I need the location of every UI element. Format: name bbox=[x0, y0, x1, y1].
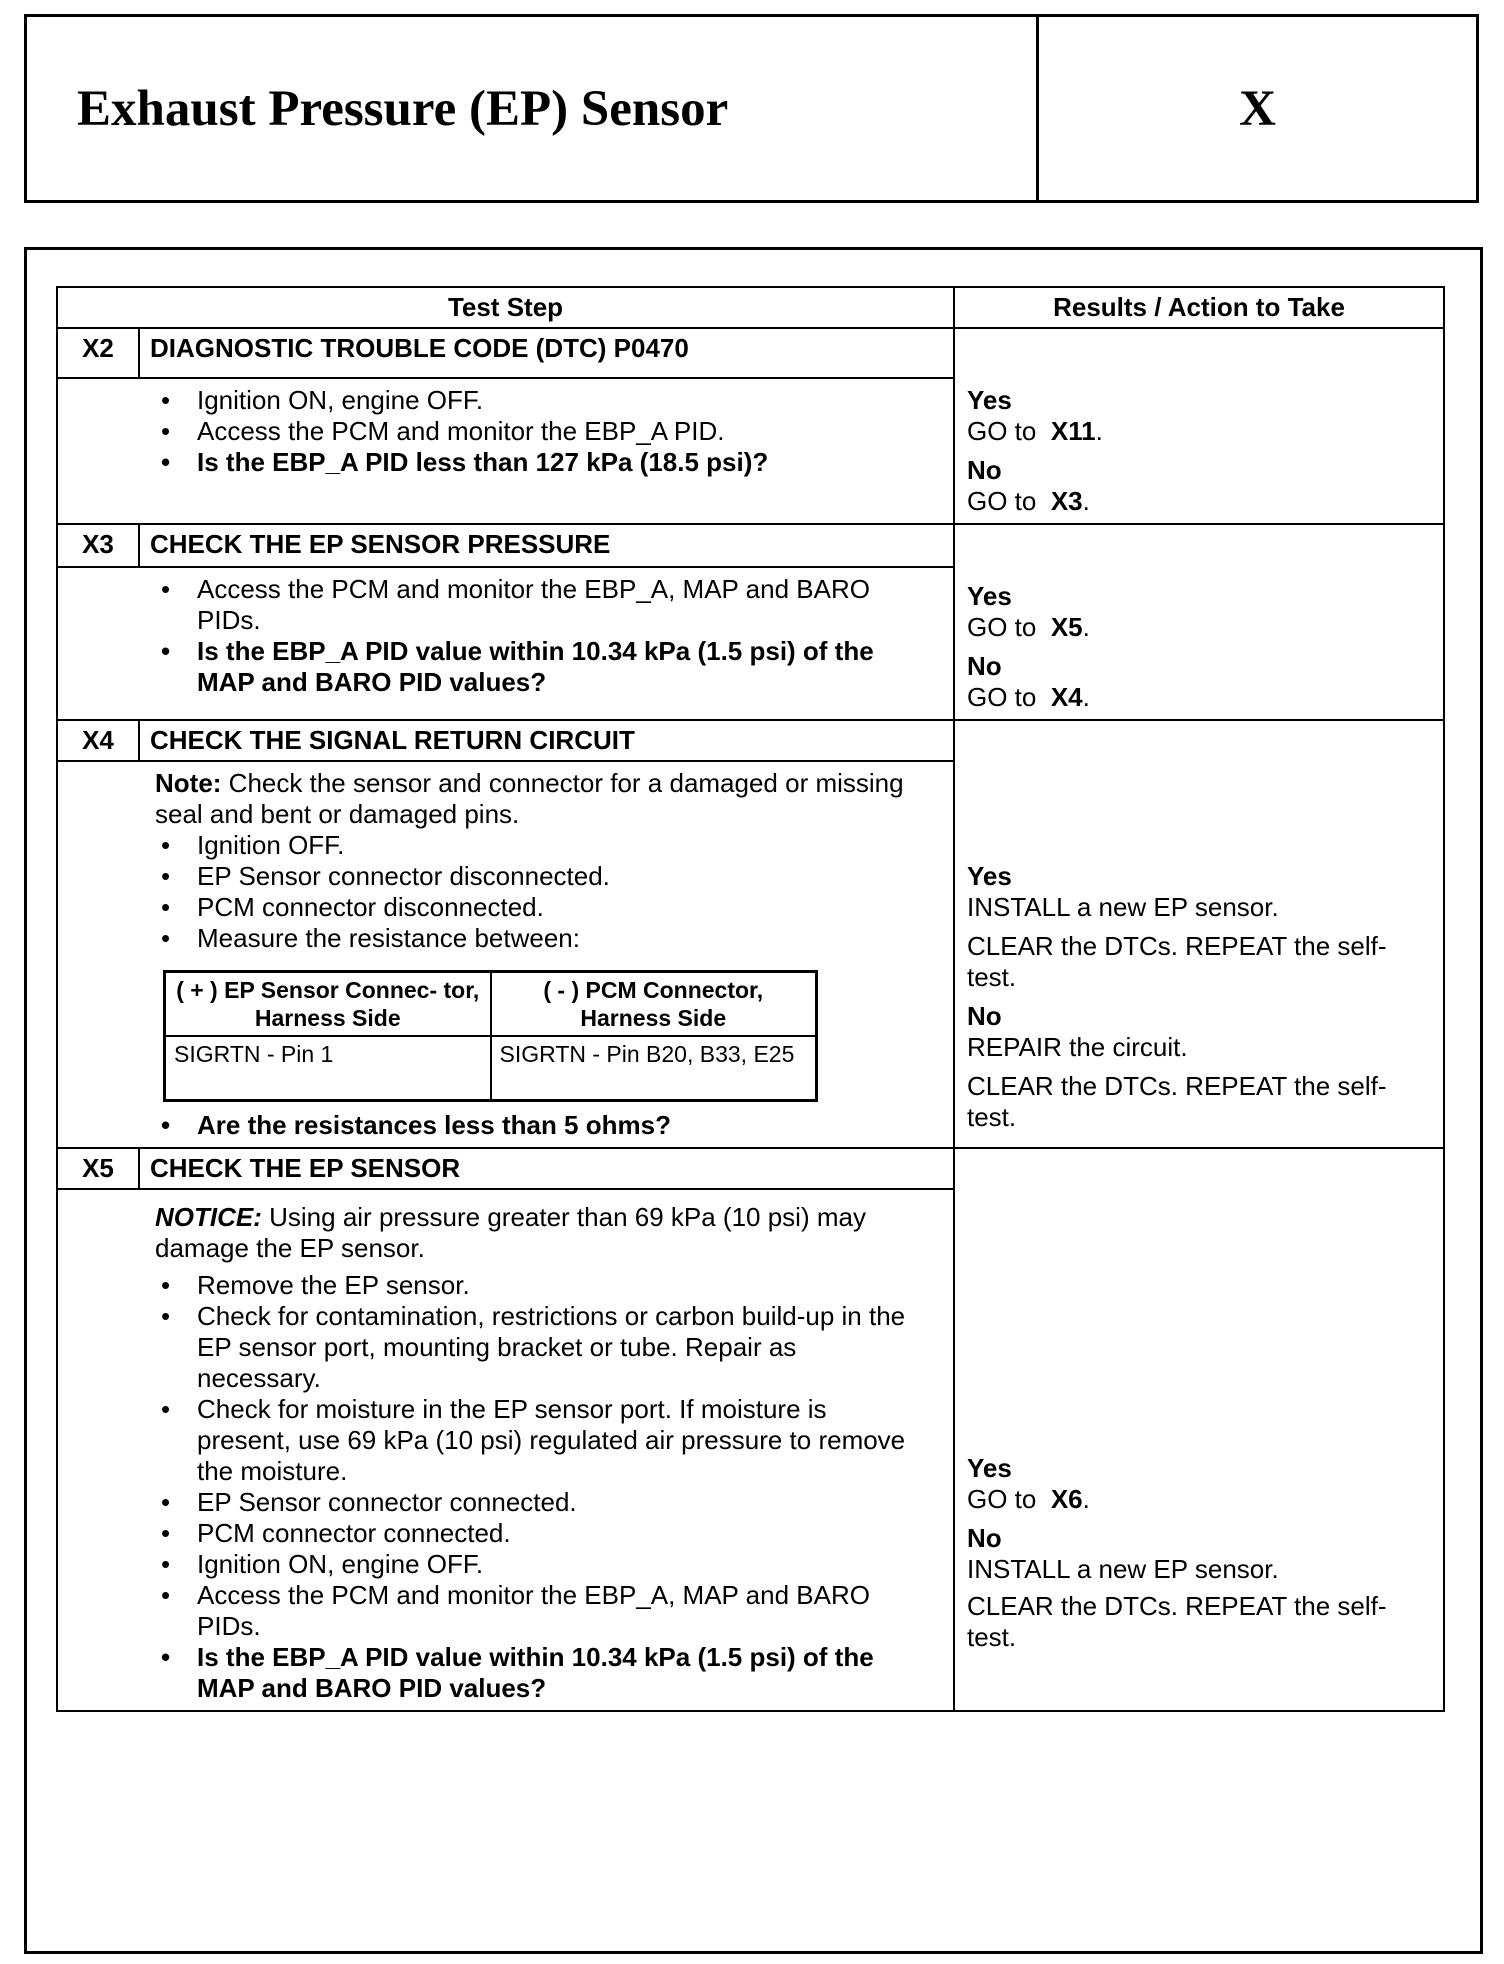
result-yes-action: GO to X11. bbox=[967, 416, 1103, 446]
step-id: X5 bbox=[57, 1148, 139, 1189]
pin-table-cell-sensor: SIGRTN - Pin 1 bbox=[165, 1036, 491, 1101]
pin-table-cell-pcm: SIGRTN - Pin B20, B33, E25 bbox=[491, 1036, 817, 1101]
pin-table bbox=[163, 970, 818, 1102]
step-title: CHECK THE SIGNAL RETURN CIRCUIT bbox=[139, 720, 954, 761]
result-yes-label: Yes bbox=[967, 861, 1012, 891]
step-result bbox=[954, 720, 1444, 1148]
step-title-row bbox=[57, 1148, 1444, 1189]
main-frame bbox=[24, 247, 1483, 1954]
list-item: • PCM connector disconnected. bbox=[155, 892, 913, 923]
list-item: • Access the PCM and monitor the EBP_A, MAP and BARO PIDs. bbox=[155, 574, 913, 636]
section-code: X bbox=[1239, 80, 1276, 137]
step-title-row bbox=[57, 524, 1444, 567]
list-item: • Ignition ON, engine OFF. bbox=[155, 1549, 913, 1580]
step-result bbox=[954, 1148, 1444, 1711]
list-item: • EP Sensor connector disconnected. bbox=[155, 861, 913, 892]
pin-table-header-sensor: ( + ) EP Sensor Connec- tor, Harness Side bbox=[165, 972, 491, 1037]
step-title: DIAGNOSTIC TROUBLE CODE (DTC) P0470 bbox=[139, 328, 954, 378]
step-id: X2 bbox=[57, 328, 139, 378]
step-id: X4 bbox=[57, 720, 139, 761]
col-test-step-header: Test Step bbox=[57, 287, 954, 328]
list-item: • Measure the resistance between: bbox=[155, 923, 913, 954]
result-no-action: GO to X4. bbox=[967, 682, 1090, 712]
result-no-action: INSTALL a new EP sensor. bbox=[967, 1554, 1279, 1584]
header-box bbox=[24, 14, 1479, 203]
test-step-table bbox=[56, 286, 1445, 1712]
result-no-action-2: CLEAR the DTCs. REPEAT the self-test. bbox=[967, 1591, 1387, 1652]
step-question: • Is the EBP_A PID value within 10.34 kPa (1.5 psi) of the MAP and BARO PID values? bbox=[155, 636, 913, 698]
step-question: • Are the resistances less than 5 ohms? bbox=[155, 1110, 913, 1141]
result-no-label: No bbox=[967, 651, 1002, 681]
result-no-label: No bbox=[967, 1523, 1002, 1553]
result-no-label: No bbox=[967, 455, 1002, 485]
step-question: • Is the EBP_A PID value within 10.34 kPa (1.5 psi) of the MAP and BARO PID values? bbox=[155, 1642, 913, 1704]
list-item: • Check for contamination, restrictions or carbon build-up in the EP sensor port, mounting bracket or tube. Repair as necessary. bbox=[155, 1301, 913, 1394]
list-item: • Ignition ON, engine OFF. bbox=[155, 385, 913, 416]
note-label: Note: bbox=[155, 768, 222, 798]
step-notice bbox=[155, 1196, 913, 1264]
result-yes-label: Yes bbox=[967, 1453, 1012, 1483]
list-item: • Access the PCM and monitor the EBP_A, MAP and BARO PIDs. bbox=[155, 1580, 913, 1642]
page-title: Exhaust Pressure (EP) Sensor bbox=[27, 17, 1039, 200]
step-id: X3 bbox=[57, 524, 139, 567]
result-yes-action: GO to X5. bbox=[967, 612, 1090, 642]
col-results-header: Results / Action to Take bbox=[954, 287, 1444, 328]
step-body bbox=[139, 378, 954, 524]
step-question: • Is the EBP_A PID less than 127 kPa (18.5 psi)? bbox=[155, 447, 913, 478]
step-body bbox=[139, 761, 954, 1148]
table-header-row bbox=[57, 287, 1444, 328]
step-body bbox=[139, 567, 954, 720]
list-item: • PCM connector connected. bbox=[155, 1518, 913, 1549]
step-result bbox=[954, 524, 1444, 720]
list-item: • Ignition OFF. bbox=[155, 830, 913, 861]
result-no-action-2: CLEAR the DTCs. REPEAT the self-test. bbox=[967, 1071, 1387, 1132]
result-no-action: REPAIR the circuit. bbox=[967, 1032, 1188, 1062]
result-yes-action-2: CLEAR the DTCs. REPEAT the self-test. bbox=[967, 931, 1387, 992]
result-yes-action: GO to X6. bbox=[967, 1484, 1090, 1514]
result-yes-label: Yes bbox=[967, 581, 1012, 611]
step-title: CHECK THE EP SENSOR bbox=[139, 1148, 954, 1189]
notice-text: Using air pressure greater than 69 kPa (10 psi) may damage the EP sensor. bbox=[155, 1202, 866, 1263]
list-item: • EP Sensor connector connected. bbox=[155, 1487, 913, 1518]
list-item: • Access the PCM and monitor the EBP_A PID. bbox=[155, 416, 913, 447]
result-yes-label: Yes bbox=[967, 385, 1012, 415]
result-no-label: No bbox=[967, 1001, 1002, 1031]
list-item: • Remove the EP sensor. bbox=[155, 1270, 913, 1301]
step-note bbox=[155, 768, 913, 830]
result-yes-action: INSTALL a new EP sensor. bbox=[967, 892, 1279, 922]
notice-label: NOTICE: bbox=[155, 1202, 262, 1232]
step-result bbox=[954, 328, 1444, 524]
step-title-row bbox=[57, 720, 1444, 761]
step-body bbox=[139, 1189, 954, 1711]
step-title: CHECK THE EP SENSOR PRESSURE bbox=[139, 524, 954, 567]
step-title-row bbox=[57, 328, 1444, 378]
result-no-action: GO to X3. bbox=[967, 486, 1090, 516]
list-item: • Check for moisture in the EP sensor port. If moisture is present, use 69 kPa (10 psi) regulated air pressure to remove the moisture. bbox=[155, 1394, 913, 1487]
note-text: Check the sensor and connector for a damaged or missing seal and bent or damaged pins. bbox=[155, 768, 904, 829]
pin-table-header-pcm: ( - ) PCM Connector, Harness Side bbox=[491, 972, 817, 1037]
